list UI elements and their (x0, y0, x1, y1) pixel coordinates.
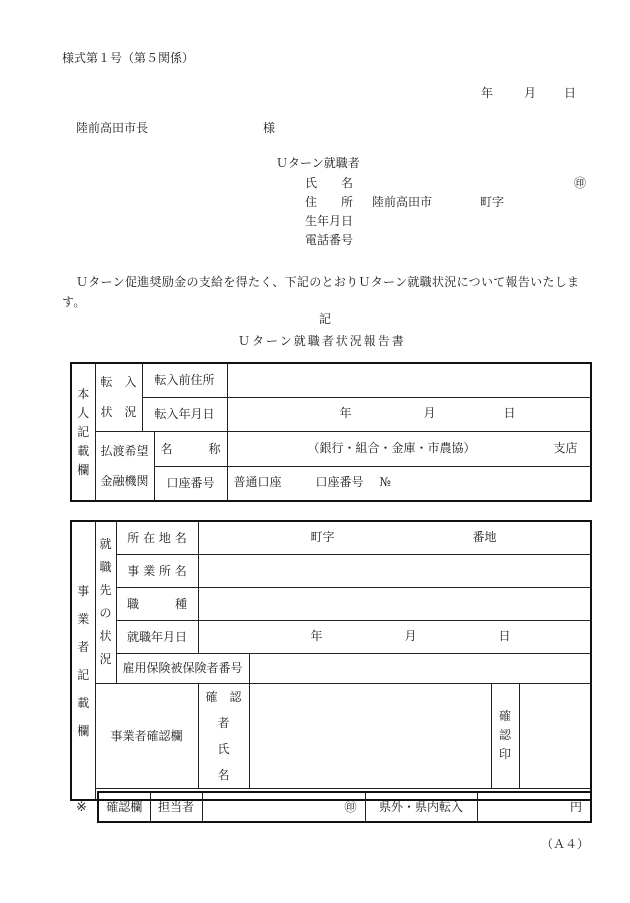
employer-section-table (70, 520, 592, 801)
applicant-side-label: 本人記載欄 (71, 363, 95, 501)
report-title: Ｕターン就職者状況報告書 (238, 334, 406, 348)
addressee-suffix: 様 (263, 121, 276, 135)
form-number: 様式第１号（第５関係） (62, 51, 195, 65)
addressee: 陸前高田市長 (76, 121, 149, 135)
date-month-label: 月 (524, 86, 537, 100)
note-mark: ※ (76, 800, 87, 815)
location-field[interactable]: 町字 番地 (198, 521, 591, 554)
transfer-status-label: 転 入 状 況 (95, 363, 142, 431)
birthdate-label: 生年月日 (305, 214, 354, 228)
applicant-section-table (70, 362, 592, 502)
employment-status-label: 就職先の状況 (95, 521, 116, 683)
report-paragraph: Ｕターン促進奨励金の支給を得たく、下記のとおりＵターン就職状況について報告いたします。 (62, 275, 580, 309)
confirmer-name-field[interactable] (249, 683, 491, 788)
employer-confirm-label: 事業者確認欄 (95, 683, 198, 788)
account-field[interactable]: 普通口座 口座番号 № (227, 466, 591, 501)
employ-date-field[interactable]: 年 月 日 (198, 620, 591, 653)
ki-label: 記 (319, 312, 332, 326)
name-label: 氏 名 (305, 176, 354, 190)
address-town: 町字 (480, 195, 505, 209)
office-use-table (97, 791, 592, 823)
phone-label: 電話番号 (305, 233, 354, 247)
bank-name-label: 名 称 (154, 431, 227, 466)
paper-size: （Ａ４） (541, 837, 590, 851)
industry-label: 職 種 (116, 587, 198, 620)
employ-date-label: 就職年月日 (116, 620, 198, 653)
office-field[interactable] (198, 554, 591, 587)
applicant-title: Ｕターン就職者 (276, 156, 360, 170)
insurance-field[interactable] (249, 653, 591, 683)
amount-field[interactable]: 円 (477, 792, 591, 822)
prev-address-label: 転入前住所 (142, 363, 227, 397)
confirm-seal-field[interactable] (519, 683, 591, 788)
account-label: 口座番号 (154, 466, 227, 501)
employer-side-label: 事業者記載欄 (71, 521, 95, 800)
prev-address-field[interactable] (227, 363, 591, 397)
seal-mark: ㊞ (574, 176, 587, 190)
industry-field[interactable] (198, 587, 591, 620)
bank-name-field[interactable]: （銀行・組合・金庫・市農協） 支店 (227, 431, 591, 466)
address-city: 陸前高田市 (372, 195, 433, 209)
date-day-label: 日 (564, 86, 577, 100)
transfer-type-label: 県外・県内転入 (365, 792, 477, 822)
date-year-label: 年 (481, 86, 494, 100)
insurance-label: 雇用保険被保険者番号 (116, 653, 249, 683)
move-date-label: 転入年月日 (142, 397, 227, 431)
confirmer-name-label: 確 認 者 氏 名 (198, 683, 249, 788)
address-label: 住 所 (305, 195, 354, 209)
move-date-field[interactable]: 年 月 日 (227, 397, 591, 431)
location-label: 所 在 地 名 (116, 521, 198, 554)
bank-label: 払渡希望 金融機関 (95, 431, 154, 501)
office-label: 事 業 所 名 (116, 554, 198, 587)
confirm-seal-label: 確認印 (491, 683, 519, 788)
staff-label: 担当者 (150, 792, 202, 822)
office-confirm-label: 確認欄 (98, 792, 150, 822)
staff-seal-field[interactable]: ㊞ (202, 792, 365, 822)
